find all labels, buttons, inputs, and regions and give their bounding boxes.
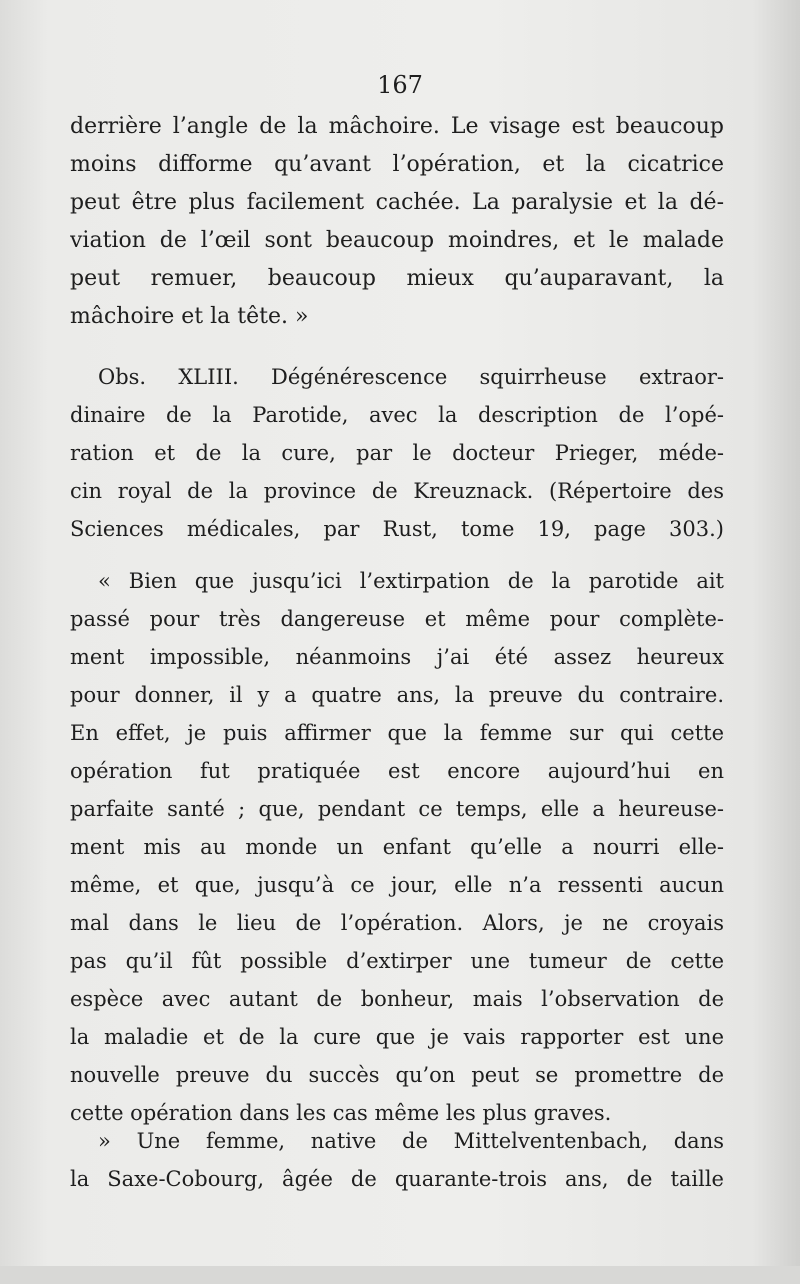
text-line: même, et que, jusqu’à ce jour, elle n’a ressenti aucun — [70, 873, 724, 897]
text-line: nouvelle preuve du succès qu’on peut se promettre de — [70, 1063, 724, 1087]
paragraph-3 — [70, 562, 724, 1132]
text-line: espèce avec autant de bonheur, mais l’observation de — [70, 987, 724, 1011]
text-line: moins difforme qu’avant l’opération, et la cicatrice — [70, 152, 724, 177]
text-line: Obs. XLIII. Dégénérescence squirrheuse extraor- — [98, 365, 724, 389]
text-line: « Bien que jusqu’ici l’extirpation de la parotide ait — [98, 569, 724, 593]
text-line: la maladie et de la cure que je vais rapporter est une — [70, 1025, 724, 1049]
paragraph-1 — [70, 108, 724, 336]
text-line: mal dans le lieu de l’opération. Alors, je ne croyais — [70, 911, 724, 935]
text-line: peut être plus facilement cachée. La paralysie et la dé- — [70, 190, 724, 215]
page-number: 167 — [377, 71, 423, 99]
text-line: viation de l’œil sont beaucoup moindres, et le malade — [70, 228, 724, 253]
text-line: derrière l’angle de la mâchoire. Le visage est beaucoup — [70, 114, 724, 139]
text-line: Sciences médicales, par Rust, tome 19, page 303.) — [70, 517, 724, 541]
paragraph-4 — [70, 1122, 724, 1198]
text-line: parfaite santé ; que, pendant ce temps, elle a heureuse- — [70, 797, 724, 821]
text-line: opération fut pratiquée est encore aujourd’hui en — [70, 759, 724, 783]
text-line: la Saxe-Cobourg, âgée de quarante-trois ans, de taille — [70, 1167, 724, 1191]
page-bottom-edge — [0, 1266, 800, 1284]
text-line: dinaire de la Parotide, avec la description de l’opé- — [70, 403, 724, 427]
text-line: peut remuer, beaucoup mieux qu’auparavant, la — [70, 266, 724, 291]
text-line: cette opération dans les cas même les plus graves. — [70, 1101, 612, 1125]
text-line: pour donner, il y a quatre ans, la preuve du contraire. — [70, 683, 724, 707]
text-line: mâchoire et la tête. » — [70, 304, 309, 329]
observation-heading — [70, 358, 724, 548]
text-line: passé pour très dangereuse et même pour complète- — [70, 607, 724, 631]
text-line: ration et de la cure, par le docteur Prieger, méde- — [70, 441, 724, 465]
text-line: pas qu’il fût possible d’extirper une tumeur de cette — [70, 949, 724, 973]
text-line: ment impossible, néanmoins j’ai été assez heureux — [70, 645, 724, 669]
text-line: cin royal de la province de Kreuznack. (Répertoire des — [70, 479, 724, 503]
text-line: ment mis au monde un enfant qu’elle a nourri elle- — [70, 835, 724, 859]
text-line: En effet, je puis affirmer que la femme sur qui cette — [70, 721, 724, 745]
text-line: » Une femme, native de Mittelventenbach, dans — [98, 1129, 724, 1153]
